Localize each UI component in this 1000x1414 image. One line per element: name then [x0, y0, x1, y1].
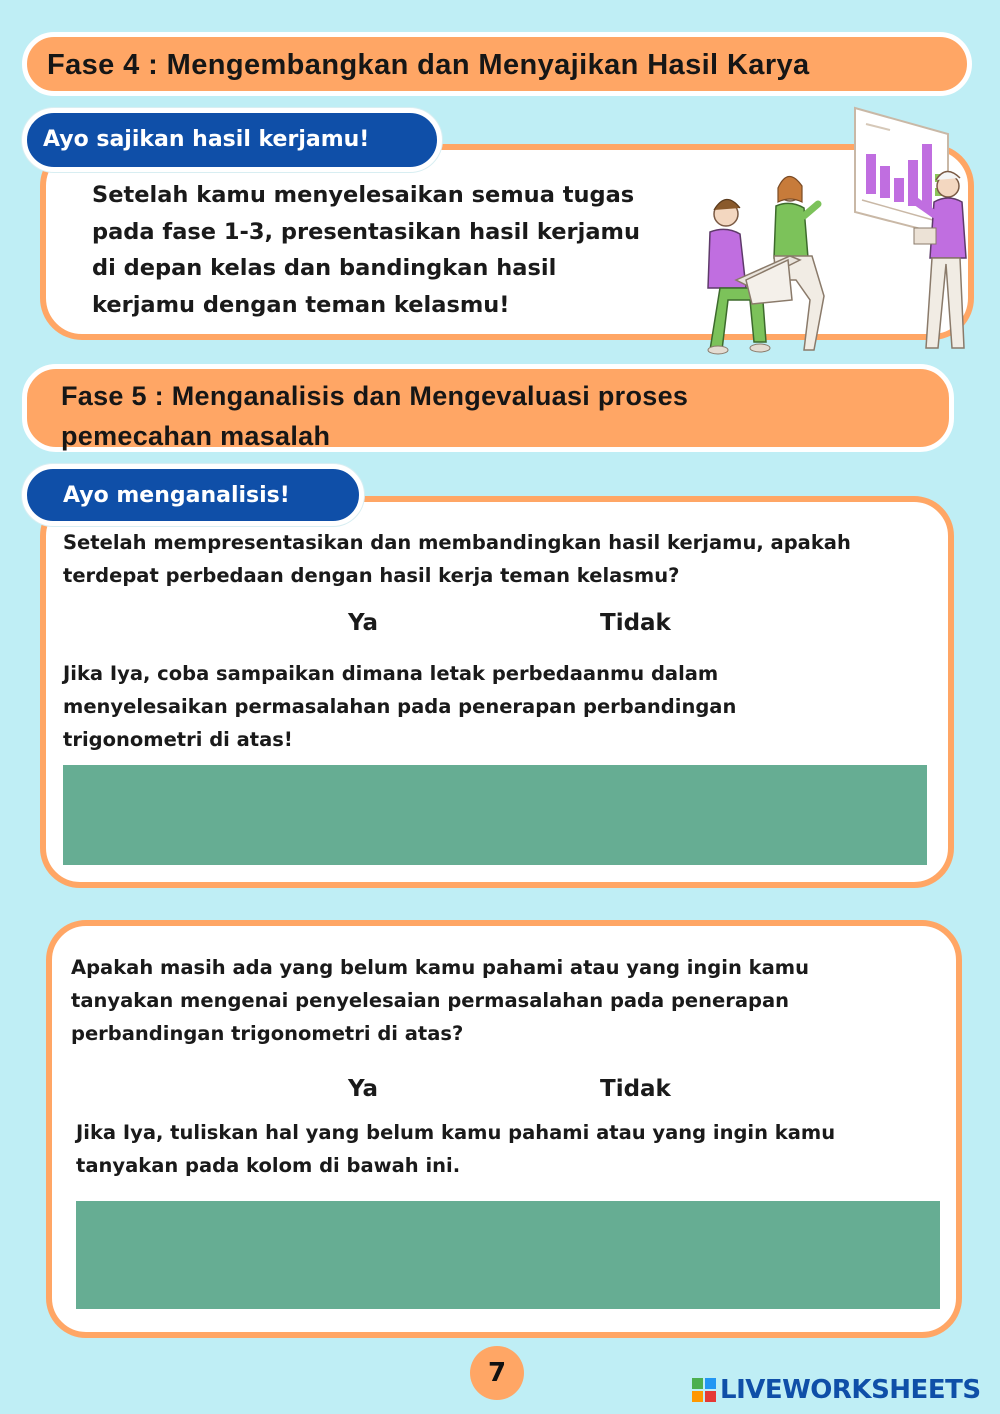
brand-name: LIVEWORKSHEETS — [720, 1375, 981, 1405]
phase4-line: pada fase 1-3, presentasikan hasil kerjamu — [92, 218, 640, 245]
followup-line: Jika Iya, tuliskan hal yang belum kamu pahami atau yang ingin kamu — [76, 1121, 836, 1144]
presentation-illustration — [690, 104, 980, 366]
q2-no-option[interactable]: Tidak — [600, 1076, 671, 1102]
question-line: perbandingan trigonometri di atas? — [71, 1022, 464, 1045]
question-line: Setelah mempresentasikan dan membandingkan hasil kerjamu, apakah — [63, 531, 851, 554]
followup-line: Jika Iya, coba sampaikan dimana letak perbedaanmu dalam — [63, 662, 719, 685]
q1-no-option[interactable]: Tidak — [600, 610, 671, 636]
phase4-title-banner — [22, 32, 972, 96]
q2-yes-option[interactable]: Ya — [348, 1076, 379, 1102]
phase4-line: di depan kelas dan bandingkan hasil — [92, 255, 557, 281]
q2-answer-box[interactable] — [76, 1201, 940, 1309]
question-line: Apakah masih ada yang belum kamu pahami atau yang ingin kamu — [71, 956, 809, 979]
phase4-title: Fase 4 : Mengembangkan dan Menyajikan Hasil Karya — [47, 49, 810, 81]
q1-followup — [63, 657, 736, 756]
q1-yes-option[interactable]: Ya — [348, 610, 379, 636]
phase5-pill — [22, 464, 364, 526]
phase4-pill-label: Ayo sajikan hasil kerjamu! — [43, 127, 370, 152]
question-line: tanyakan mengenai penyelesaian permasalahan pada penerapan — [71, 989, 790, 1012]
followup-line: menyelesaikan permasalahan pada penerapan perbandingan — [63, 695, 737, 718]
phase4-line: Setelah kamu menyelesaikan semua tugas — [92, 182, 635, 208]
question-1 — [63, 526, 851, 592]
liveworksheets-mark-icon — [692, 1378, 716, 1402]
phase4-instruction — [92, 177, 640, 323]
phase5-title-line: Fase 5 : Menganalisis dan Mengevaluasi proses — [61, 381, 689, 411]
page-number: 7 — [470, 1346, 524, 1400]
phase5-pill-label: Ayo menganalisis! — [63, 483, 290, 508]
q1-answer-box[interactable] — [63, 765, 927, 865]
question-2 — [71, 951, 809, 1050]
phase4-line: kerjamu dengan teman kelasmu! — [92, 291, 510, 318]
phase5-title-banner — [22, 364, 954, 452]
phase5-title-line: pemecahan masalah — [61, 421, 331, 451]
followup-line: tanyakan pada kolom di bawah ini. — [76, 1154, 461, 1177]
q2-followup — [76, 1116, 835, 1182]
followup-line: trigonometri di atas! — [63, 728, 293, 751]
question-line: terdepat perbedaan dengan hasil kerja teman kelasmu? — [63, 564, 680, 587]
phase4-pill — [22, 108, 442, 172]
liveworksheets-logo[interactable] — [692, 1374, 981, 1406]
